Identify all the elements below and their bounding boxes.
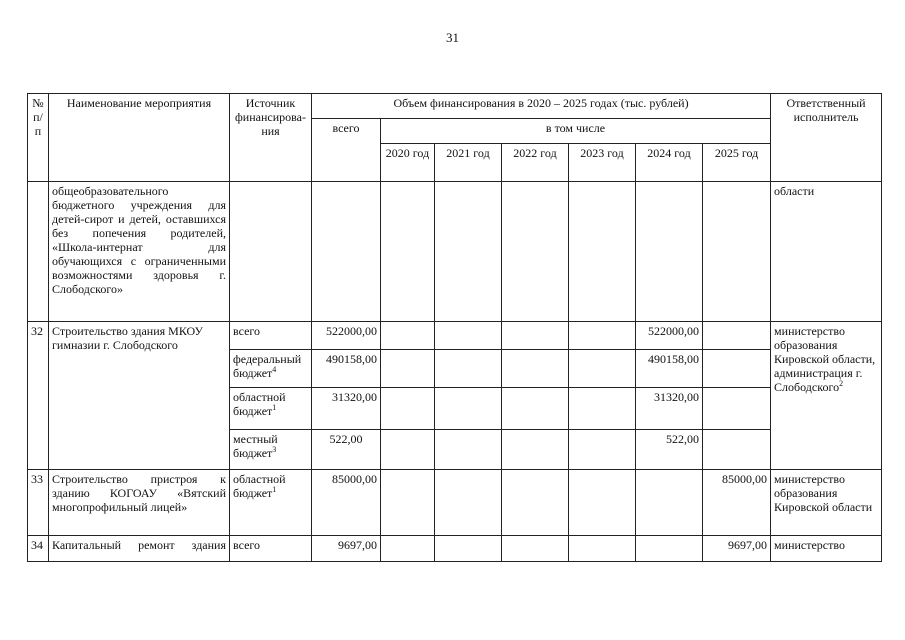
financing-table [27, 93, 882, 562]
row-source [230, 182, 312, 322]
row-num [28, 182, 49, 322]
row-name: общеобразовательного бюджетного учреждения для детей-сирот и детей, оставшихся без попечения родителей, «Школа-интернат для обучающихся с ограниченными возможностями здоровья г. Слободского» [49, 182, 230, 322]
header-year: 2025 год [703, 144, 771, 182]
header-volume: Объем финансирования в 2020 – 2025 годах (тыс. рублей) [312, 94, 771, 119]
table-row [28, 470, 882, 536]
footnote-mark: 2 [839, 379, 844, 388]
row-name: Строительство здания МКОУ гимназии г. Слободского [49, 322, 230, 470]
header-year: 2021 год [435, 144, 502, 182]
row-responsible: области [771, 182, 882, 322]
header-source: Источник финансирова-ния [230, 94, 312, 182]
row-num: 33 [28, 470, 49, 536]
row-name: Строительство пристроя к зданию КОГОАУ «Вятский многопрофильный лицей» [49, 470, 230, 536]
header-year: 2022 год [502, 144, 569, 182]
row-2024: 522000,00 [636, 322, 703, 350]
row-2024: 31320,00 [636, 388, 703, 430]
row-2024: 490158,00 [636, 350, 703, 388]
header-num: № п/п [28, 94, 49, 182]
row-total: 85000,00 [312, 470, 381, 536]
row-total: 490158,00 [312, 350, 381, 388]
row-name: Капитальный ремонт здания [49, 536, 230, 562]
header-including: в том числе [381, 119, 771, 144]
header-year: 2024 год [636, 144, 703, 182]
row-source: всего [230, 536, 312, 562]
row-responsible: министерство образования Кировской области [771, 470, 882, 536]
row-total: 522000,00 [312, 322, 381, 350]
footnote-mark: 1 [272, 485, 277, 494]
table-row [28, 182, 882, 322]
row-source: областной бюджет$^1$ [230, 470, 312, 536]
table-row [28, 322, 882, 350]
row-num: 34 [28, 536, 49, 562]
row-total: 522,00 [312, 430, 381, 470]
header-row-1 [28, 94, 882, 119]
header-total: всего [312, 119, 381, 182]
header-year: 2020 год [381, 144, 435, 182]
footnote-mark: 4 [272, 365, 277, 374]
row-num: 32 [28, 322, 49, 470]
row-2025: 9697,00 [703, 536, 771, 562]
header-year: 2023 год [569, 144, 636, 182]
row-responsible: министерство [771, 536, 882, 562]
page-number: 31 [446, 30, 459, 45]
row-source: областной бюджет$^1$ [230, 388, 312, 430]
header-name: Наименование мероприятия [49, 94, 230, 182]
row-total: 31320,00 [312, 388, 381, 430]
row-source: федеральный бюджет$^4$ [230, 350, 312, 388]
table-row [28, 536, 882, 562]
row-source: всего [230, 322, 312, 350]
row-total: 9697,00 [312, 536, 381, 562]
row-2024: 522,00 [636, 430, 703, 470]
row-source: местный бюджет$^3$ [230, 430, 312, 470]
footnote-mark: 3 [272, 445, 277, 454]
row-2025: 85000,00 [703, 470, 771, 536]
header-responsible: Ответственный исполнитель [771, 94, 882, 182]
row-responsible [771, 322, 882, 470]
responsible-text: министерство образования Кировской области, администрация г. Слободского [774, 324, 876, 394]
footnote-mark: 1 [272, 403, 277, 412]
